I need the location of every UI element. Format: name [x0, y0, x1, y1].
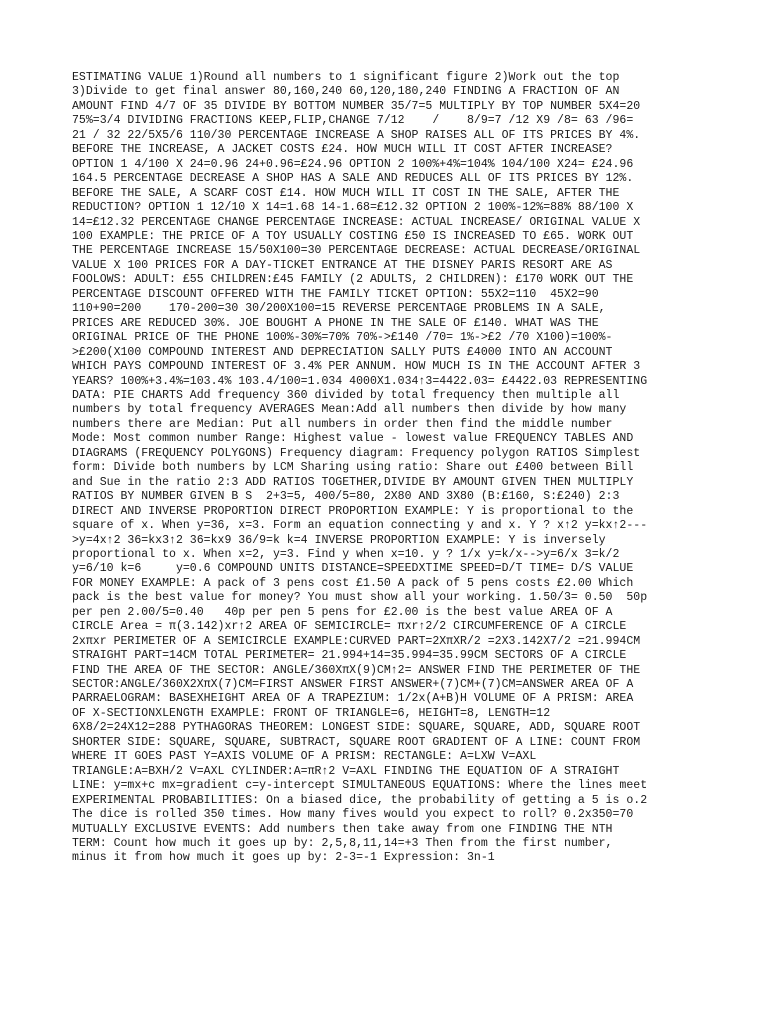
text-line: BEFORE THE SALE, A SCARF COST £14. HOW MUCH WILL IT COST IN THE SALE, AFTER THE: [72, 186, 620, 200]
text-line: PERCENTAGE DISCOUNT OFFERED WITH THE FAMILY TICKET OPTION: 55X2=110 45X2=90: [72, 287, 599, 301]
text-line: >£200(X100 COMPOUND INTEREST AND DEPRECIATION SALLY PUTS £4000 INTO AN ACCOUNT: [72, 345, 613, 359]
text-line: square of x. When y=36, x=3. Form an equation connecting y and x. Y ? x↑2 y=kx↑2---: [72, 519, 648, 533]
text-line: 3)Divide to get final answer 80,160,240 60,120,180,240 FINDING A FRACTION OF AN: [72, 85, 620, 99]
text-line: Mode: Most common number Range: Highest value - lowest value FREQUENCY TABLES AND: [72, 432, 634, 446]
text-line: ORIGINAL PRICE OF THE PHONE 100%-30%=70% 70%->£140 /70= 1%->£2 /70 X100)=100%-: [72, 331, 613, 345]
text-line: 21 / 32 22/5X5/6 110/30 PERCENTAGE INCREASE A SHOP RAISES ALL OF ITS PRICES BY 4%.: [72, 128, 641, 142]
text-line: per pen 2.00/5=0.40 40p per pen 5 pens for £2.00 is the best value AREA OF A: [72, 605, 613, 619]
text-line: numbers by total frequency AVERAGES Mean:Add all numbers then divide by how many: [72, 403, 627, 417]
text-line: >y=4x↑2 36=kx3↑2 36=kx9 36/9=k k=4 INVERSE PROPORTION EXAMPLE: Y is inversely: [72, 533, 606, 547]
text-line: DIAGRAMS (FREQUENCY POLYGONS) Frequency diagram: Frequency polygon RATIOS Simplest: [72, 446, 641, 460]
text-line: FOOLOWS: ADULT: £55 CHILDREN:£45 FAMILY (2 ADULTS, 2 CHILDREN): £170 WORK OUT THE: [72, 273, 634, 287]
text-line: LINE: y=mx+c mx=gradient c=y-intercept SIMULTANEOUS EQUATIONS: Where the lines meet: [72, 779, 648, 793]
text-line: PARRAELOGRAM: BASEXHEIGHT AREA OF A TRAPEZIUM: 1/2x(A+B)H VOLUME OF A PRISM: AREA: [72, 692, 634, 706]
text-line: PRICES ARE REDUCED 30%. JOE BOUGHT A PHONE IN THE SALE OF £140. WHAT WAS THE: [72, 316, 599, 330]
text-line: 100 EXAMPLE: THE PRICE OF A TOY USUALLY COSTING £50 IS INCREASED TO £65. WORK OUT: [72, 229, 634, 243]
text-line: DIRECT AND INVERSE PROPORTION DIRECT PROPORTION EXAMPLE: Y is proportional to the: [72, 504, 634, 518]
text-line: RATIOS BY NUMBER GIVEN B S 2+3=5, 400/5=80, 2X80 AND 3X80 (B:£160, S:£240) 2:3: [72, 490, 620, 504]
text-line: 75%=3/4 DIVIDING FRACTIONS KEEP,FLIP,CHANGE 7/12 / 8/9=7 /12 X9 /8= 63 /96=: [72, 114, 634, 128]
text-line: minus it from how much it goes up by: 2-3=-1 Expression: 3n-1: [72, 851, 495, 865]
text-line: YEARS? 100%+3.4%=103.4% 103.4/100=1.034 4000X1.034↑3=4422.03= £4422.03 REPRESENTING: [72, 374, 648, 388]
text-line: EXPERIMENTAL PROBABILITIES: On a biased dice, the probability of getting a 5 is o.2: [72, 793, 648, 807]
text-line: CIRCLE Area = π(3.142)xr↑2 AREA OF SEMICIRCLE= πxr↑2/2 CIRCUMFERENCE OF A CIRCLE: [72, 620, 627, 634]
text-line: BEFORE THE INCREASE, A JACKET COSTS £24. HOW MUCH WILL IT COST AFTER INCREASE?: [72, 143, 613, 157]
text-line: MUTUALLY EXCLUSIVE EVENTS: Add numbers then take away from one FINDING THE NTH: [72, 822, 613, 836]
text-line: TRIANGLE:A=BXH/2 V=AXL CYLINDER:A=πR↑2 V=AXL FINDING THE EQUATION OF A STRAIGHT: [72, 764, 620, 778]
text-line: DATA: PIE CHARTS Add frequency 360 divided by total frequency then multiple all: [72, 388, 620, 402]
text-line: y=6/10 k=6 y=0.6 COMPOUND UNITS DISTANCE=SPEEDXTIME SPEED=D/T TIME= D/S VALUE: [72, 562, 634, 576]
text-line: REDUCTION? OPTION 1 12/10 X 14=1.68 14-1.68=£12.32 OPTION 2 100%-12%=88% 88/100 X: [72, 201, 634, 215]
text-line: TERM: Count how much it goes up by: 2,5,8,11,14=+3 Then from the first number,: [72, 837, 613, 851]
text-line: THE PERCENTAGE INCREASE 15/50X100=30 PERCENTAGE DECREASE: ACTUAL DECREASE/ORIGINAL: [72, 244, 641, 258]
document-body-text: [72, 71, 700, 866]
text-line: ESTIMATING VALUE 1)Round all numbers to 1 significant figure 2)Work out the top: [72, 71, 620, 84]
text-line: proportional to x. When x=2, y=3. Find y when x=10. y ? 1/x y=k/x-->y=6/x 3=k/2: [72, 547, 620, 561]
text-line: 6X8/2=24X12=288 PYTHAGORAS THEOREM: LONGEST SIDE: SQUARE, SQUARE, ADD, SQUARE ROOT: [72, 721, 641, 735]
text-line: VALUE X 100 PRICES FOR A DAY-TICKET ENTRANCE AT THE DISNEY PARIS RESORT ARE AS: [72, 258, 613, 272]
text-line: SECTOR:ANGLE/360X2XπX(7)CM=FIRST ANSWER FIRST ANSWER+(7)CM+(7)CM=ANSWER AREA OF A: [72, 678, 634, 692]
text-line: SHORTER SIDE: SQUARE, SQUARE, SUBTRACT, SQUARE ROOT GRADIENT OF A LINE: COUNT FROM: [72, 735, 641, 749]
text-line: The dice is rolled 350 times. How many fives would you expect to roll? 0.2x350=70: [72, 808, 634, 822]
text-line: pack is the best value for money? You must show all your working. 1.50/3= 0.50 50p: [72, 591, 648, 605]
text-line: 110+90=200 170-200=30 30/200X100=15 REVERSE PERCENTAGE PROBLEMS IN A SALE,: [72, 302, 606, 316]
text-line: and Sue in the ratio 2:3 ADD RATIOS TOGETHER,DIVIDE BY AMOUNT GIVEN THEN MULTIPLY: [72, 475, 634, 489]
text-line: STRAIGHT PART=14CM TOTAL PERIMETER= 21.994+14=35.994=35.99CM SECTORS OF A CIRCLE: [72, 649, 627, 663]
text-line: OPTION 1 4/100 X 24=0.96 24+0.96=£24.96 OPTION 2 100%+4%=104% 104/100 X24= £24.96: [72, 157, 634, 171]
text-line: 164.5 PERCENTAGE DECREASE A SHOP HAS A SALE AND REDUCES ALL OF ITS PRICES BY 12%.: [72, 172, 634, 186]
text-line: 14=£12.32 PERCENTAGE CHANGE PERCENTAGE INCREASE: ACTUAL INCREASE/ ORIGINAL VALUE X: [72, 215, 641, 229]
text-line: WHICH PAYS COMPOUND INTEREST OF 3.4% PER ANNUM. HOW MUCH IS IN THE ACCOUNT AFTER 3: [72, 360, 641, 374]
text-line: numbers there are Median: Put all numbers in order then find the middle number: [72, 417, 613, 431]
text-line: FIND THE AREA OF THE SECTOR: ANGLE/360XπX(9)CM↑2= ANSWER FIND THE PERIMETER OF THE: [72, 663, 641, 677]
text-line: WHERE IT GOES PAST Y=AXIS VOLUME OF A PRISM: RECTANGLE: A=LXW V=AXL: [72, 750, 537, 764]
text-line: FOR MONEY EXAMPLE: A pack of 3 pens cost £1.50 A pack of 5 pens costs £2.00 Which: [72, 576, 634, 590]
text-line: AMOUNT FIND 4/7 OF 35 DIVIDE BY BOTTOM NUMBER 35/7=5 MULTIPLY BY TOP NUMBER 5X4=20: [72, 99, 641, 113]
text-line: OF X-SECTIONXLENGTH EXAMPLE: FRONT OF TRIANGLE=6, HEIGHT=8, LENGTH=12: [72, 706, 551, 720]
text-line: form: Divide both numbers by LCM Sharing using ratio: Share out £400 between Bill: [72, 461, 634, 475]
text-line: 2xπxr PERIMETER OF A SEMICIRCLE EXAMPLE:CURVED PART=2XπXR/2 =2X3.142X7/2 =21.994CM: [72, 634, 641, 648]
